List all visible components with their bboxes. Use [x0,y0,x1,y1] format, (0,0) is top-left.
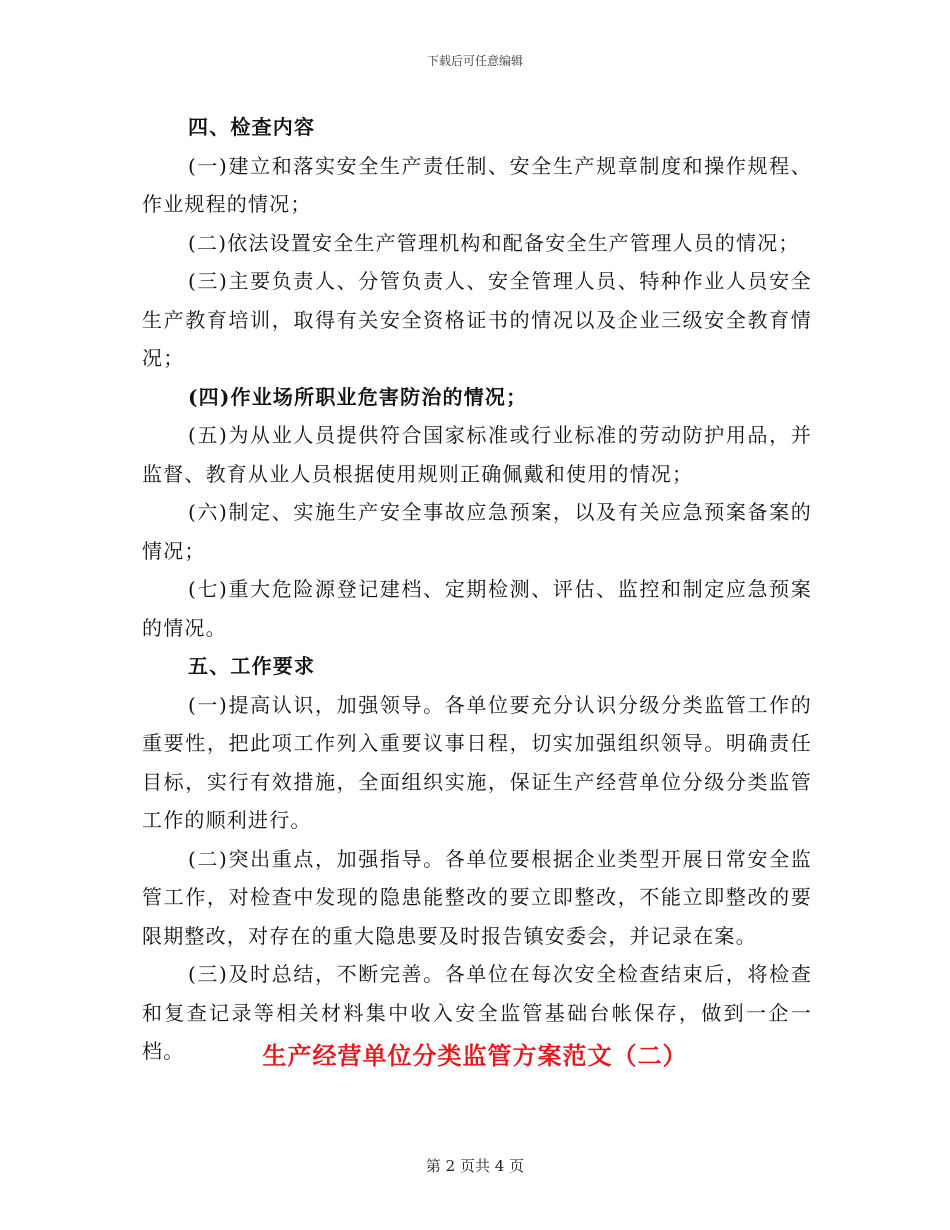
page-footer: 第 2 页共 4 页 [425,1157,525,1175]
paragraph-item-7: (七)重大危险源登记建档、定期检测、评估、监控和制定应急预案的情况。 [142,577,812,640]
requirement-3: (三)及时总结，不断完善。各单位在每次安全检查结束后，将检查和复查记录等相关材料集中收入安全监管基础台帐保存，做到一企一档。 [142,962,812,1063]
requirement-1: (一)提高认识，加强领导。各单位要充分认识分级分类监管工作的重要性，把此项工作列入重要议事日程，切实加强组织领导。明确责任目标，实行有效措施，全面组织实施，保证生产经营单位分级分类监管工作的顺利进行。 [142,692,812,832]
requirement-2: (二)突出重点，加强指导。各单位要根据企业类型开展日常安全监管工作，对检查中发现的隐患能整改的要立即整改，不能立即整改的要限期整改，对存在的重大隐患要及时报告镇安委会，并记录在案。 [142,846,812,948]
paragraph-item-6: (六)制定、实施生产安全事故应急预案，以及有关应急预案备案的情况； [142,500,812,563]
paragraph-item-1: (一)建立和落实安全生产责任制、安全生产规章制度和操作规程、作业规程的情况； [142,153,812,216]
paragraph-item-4: (四)作业场所职业危害防治的情况； [188,384,528,409]
paragraph-item-5: (五)为从业人员提供符合国家标准或行业标准的劳动防护用品，并监督、教育从业人员根据使用规则正确佩戴和使用的情况； [142,423,812,486]
next-document-title: 生产经营单位分类监管方案范文（二） [262,1041,688,1070]
paragraph-item-2: (二)依法设置安全生产管理机构和配备安全生产管理人员的情况； [188,230,800,255]
paragraph-item-3: (三)主要负责人、分管负责人、安全管理人员、特种作业人员安全生产教育培训，取得有关安全资格证书的情况以及企业三级安全教育情况； [142,269,812,370]
section-heading-4: 四、检查内容 [188,115,316,139]
page-header: 下载后可任意编辑 [426,54,523,68]
document-body [142,108,812,1071]
section-heading-5: 五、工作要求 [188,654,316,678]
